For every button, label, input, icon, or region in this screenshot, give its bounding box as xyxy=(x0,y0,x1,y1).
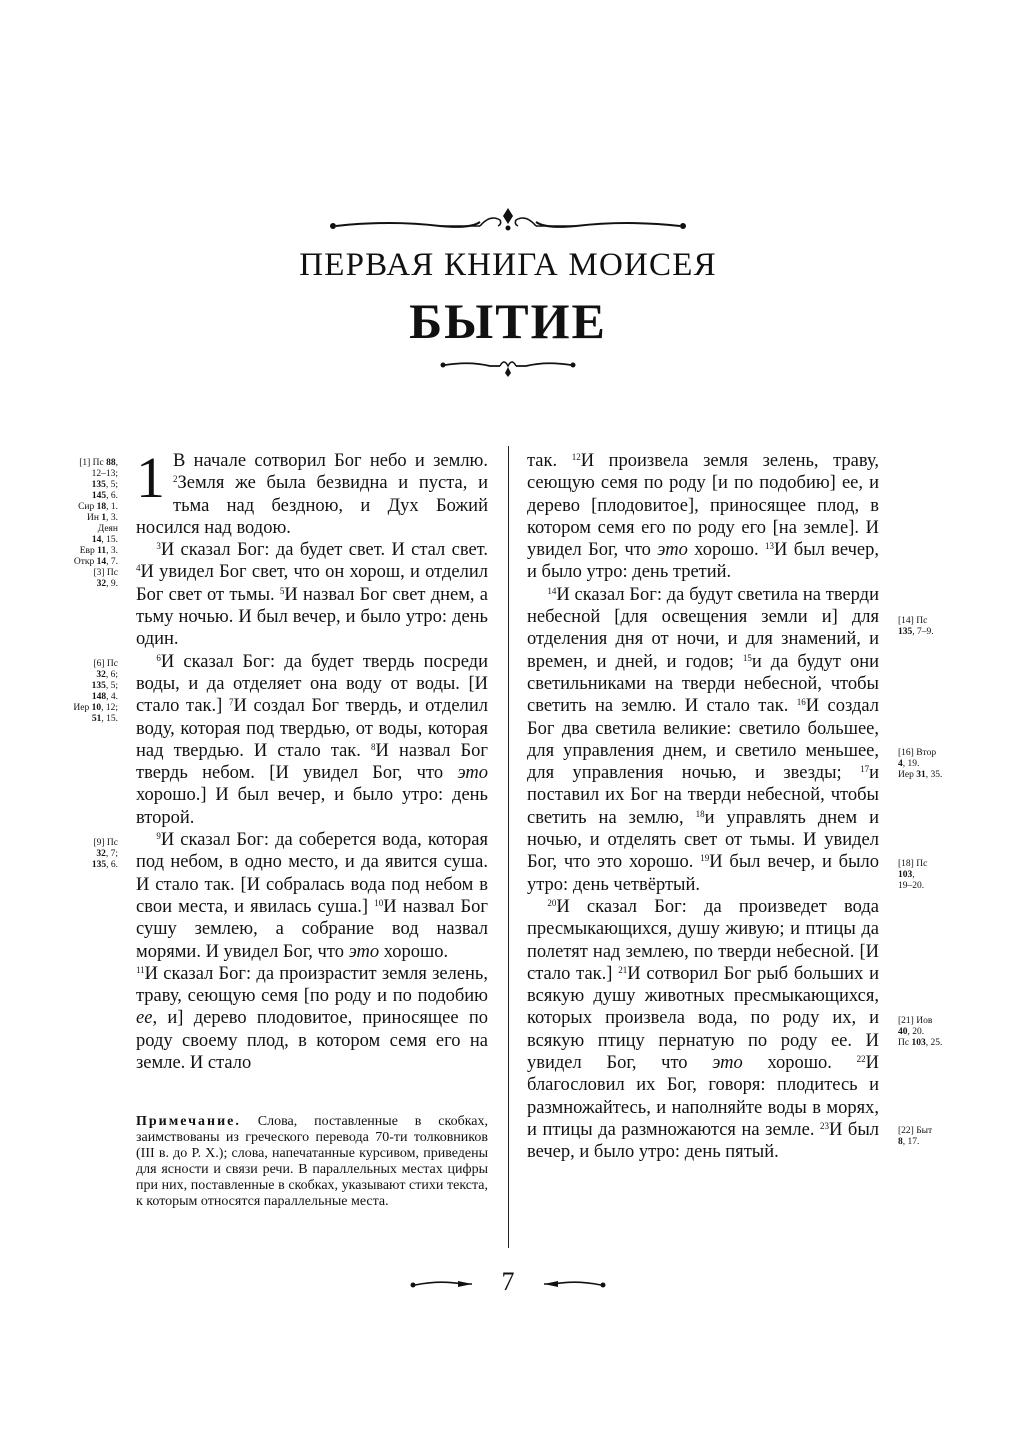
verse-17: и поставил их Бог на тверди небесной, чтобы светить на землю, xyxy=(527,763,879,828)
cross-refs-left-group2: [6] Пс 32, 6; 135, 5; 148, 4. Иер 10, 12; 51, 15. xyxy=(73,659,118,724)
verse-number: 17 xyxy=(860,764,870,775)
verse-9: И сказал Бог: да соберется вода, которая под небом, в одно место, и да явится суша. И стало так. [И собралась вода под небом в свои места, и явилась суша.] xyxy=(136,830,488,917)
verse-20: И сказал Бог: да произведет вода пресмыкающихся, душу живую; и птицы да полетят над землею, по тверди небесной. [И стало так.] xyxy=(527,896,879,984)
top-ornament xyxy=(330,206,686,236)
column-divider xyxy=(508,446,509,1248)
page-number: 7 xyxy=(501,1267,515,1296)
cross-refs-right-group5: [22] Быт 8, 17. xyxy=(898,1126,933,1147)
verse-11b: , и] дерево плодовитое, приносящее по роду своему плод, в котором семя его на земле. И стало xyxy=(136,1008,488,1074)
book-title-line1: ПЕРВАЯ КНИГА МОИСЕЯ xyxy=(299,247,717,283)
verse-number: 4 xyxy=(136,563,141,574)
chapter-number: 1 xyxy=(136,445,165,510)
italic-word: это xyxy=(348,941,380,962)
verse-number: 9 xyxy=(156,831,161,842)
verse-21a: И сотворил Бог рыб больших и всякую душу животных пресмыкающихся, которых произвела вода, по роду их, и всякую птицу пернатую по роду ее. И увидел Бог, что xyxy=(527,963,879,1074)
verse-5: И назвал Бог свет днем, а тьму ночью. И был вечер, и было утро: день один. xyxy=(136,584,488,650)
cross-refs-right-group2: [16] Втор 4, 19. Иер 31, 35. xyxy=(898,748,943,780)
verse-number: 12 xyxy=(571,452,581,462)
verse-number: 20 xyxy=(547,897,557,908)
footnote-text: Слова, поставленные в скобках, заимствованы из греческого перевода 70-ти толковников (III в. до Р. Х.); слова, напечатанные курсивом, приведены для ясности и связи речи. В параллельных местах цифры при них, поставленные в скобках, указывают стихи текста, к которым относятся параллельные места. xyxy=(136,1114,489,1209)
verse-8a: И назвал Бог твердь небом. [И увидел Бог, что xyxy=(136,740,489,784)
verse-2: Земля же была безвидна и пуста, и тьма над бездною, и Дух Божий носился над водою. xyxy=(136,473,488,538)
verse-6: И сказал Бог: да будет твердь посреди воды, и да отделяет она воду от воды. [И стало так.] xyxy=(136,651,488,717)
verse-number: 21 xyxy=(618,964,628,975)
verse-number: 15 xyxy=(742,652,752,663)
verse-3: И сказал Бог: да будет свет. И стал свет. xyxy=(160,540,488,561)
verse-15: и да будут они светильниками на тверди небесной, чтобы светить на землю. И стало так. xyxy=(527,651,879,717)
verse-12b: хорошо. xyxy=(687,540,759,561)
verse-4: И увидел Бог свет, что он хорош, и отделил Бог свет от тьмы. xyxy=(136,562,488,605)
verse-number: 11 xyxy=(136,964,145,975)
verse-11a: И сказал Бог: да произрастит земля зелень, траву, сеющую семя [по роду и по подобию xyxy=(136,963,488,1007)
cross-refs-right-group3: [18] Пс 103, 19–20. xyxy=(898,859,928,891)
verse-number: 6 xyxy=(156,652,161,663)
verse-10b: хорошо. xyxy=(379,941,449,962)
verse-number: 19 xyxy=(700,853,710,864)
book-title-line2: БЫТИЕ xyxy=(409,293,607,349)
verse-8b: хорошо.] И был вечер, и было утро: день второй. xyxy=(136,785,488,828)
italic-word: это xyxy=(657,540,688,561)
verse-number: 16 xyxy=(796,697,806,708)
verse-number: 8 xyxy=(371,741,376,752)
page-number-flourish-right xyxy=(540,1276,606,1292)
cross-refs-right-group4: [21] Иов 40, 20. Пс 103, 25. xyxy=(898,1016,943,1048)
verse-22: И благословил их Бог, говоря: плодитесь и размножайтесь, и наполняйте воды в морях, и птицы да размножаются на земле. xyxy=(527,1053,880,1140)
verse-number: 10 xyxy=(374,897,384,908)
cross-refs-right-group1: [14] Пс 135, 7–9. xyxy=(898,616,934,637)
verse-13: И был вечер, и было утро: день третий. xyxy=(527,540,880,583)
verse-number: 5 xyxy=(279,585,285,596)
footnote-heading: Примечание. xyxy=(136,1114,241,1129)
verse-number: 14 xyxy=(547,585,557,596)
italic-word: это xyxy=(712,1053,743,1074)
verse-14: И сказал Бог: да будут светила на тверди небесной [для освещения земли и] для отделения дня от ночи, и для знамений, и времен, и дней, и годов; xyxy=(527,584,879,672)
verse-18: и управлять днем и ночью, и отделять свет от тьмы. И увидел Бог, что это хорошо. xyxy=(527,807,879,873)
verse-12a: И произвела земля зелень, траву, сеющую семя по роду [и по подобию] ее, и дерево [плодовитое], приносящее плод, в котором семя его по роду его [на земле]. И увидел Бог, что xyxy=(527,451,879,561)
italic-word: ее xyxy=(136,1008,153,1029)
verse-number: 3 xyxy=(156,541,161,552)
verse-10a: И назвал Бог сушу землею, а собрание вод назвал морями. И увидел Бог, что xyxy=(136,896,489,962)
verse-7: И создал Бог твердь, и отделил воду, которая под твердью, от воды, которая над твердью. И стало так. xyxy=(136,696,489,761)
cross-refs-left-group1: [1] Пс 88, 12–13; 135, 5; 145, 6. Сир 18, 1. Ин 1, 3. Деян 14, 15. Евр 11, 3. Откр 14, 7. [3] Пс 32, 9. xyxy=(73,458,118,589)
verse-23: И был вечер, и было утро: день пятый. xyxy=(527,1119,880,1163)
italic-word: это xyxy=(457,763,488,784)
footnote xyxy=(136,1114,488,1210)
verse-number: 23 xyxy=(820,1120,830,1131)
verse-11-end: так. xyxy=(527,451,558,471)
verse-number: 13 xyxy=(765,541,775,552)
verse-number: 7 xyxy=(228,697,234,708)
left-text-column xyxy=(136,445,489,1074)
verse-16: И создал Бог два светила великие: светило большее, для управления днем, и светило меньшее, для управления ночью, и звезды; xyxy=(527,696,879,784)
verse-21b: хорошо. xyxy=(742,1053,832,1074)
title-ornament xyxy=(440,355,576,379)
verse-1: В начале сотворил Бог небо и землю. xyxy=(173,451,488,471)
verse-number: 2 xyxy=(173,474,178,485)
verse-19: И был вечер, и было утро: день четвёртый. xyxy=(527,852,880,895)
verse-number: 22 xyxy=(856,1054,866,1065)
verse-number: 18 xyxy=(695,808,705,819)
right-text-column xyxy=(527,450,879,1164)
cross-refs-left-group3: [9] Пс 32, 7; 135, 6. xyxy=(91,838,118,870)
